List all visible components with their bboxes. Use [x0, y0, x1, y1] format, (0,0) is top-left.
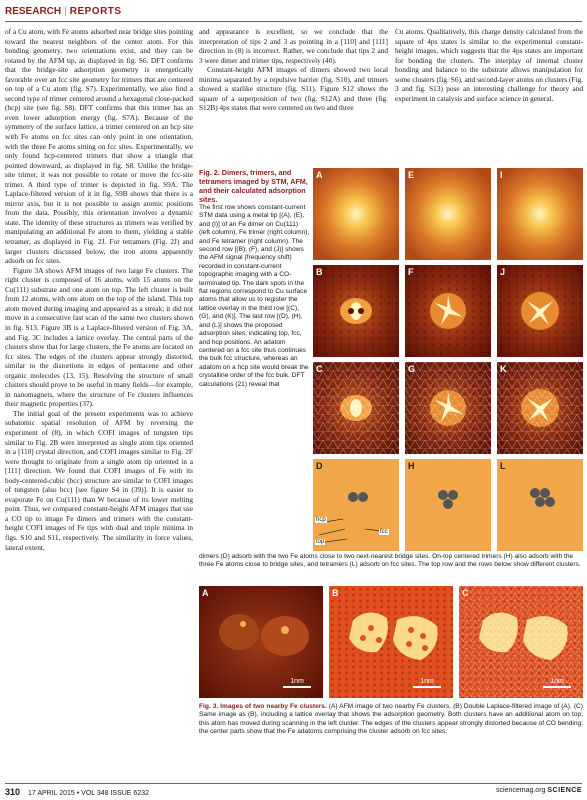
fig3-caption-title: Fig. 3. Images of two nearby Fe clusters. [199, 703, 327, 710]
fig3-panel-b [329, 586, 453, 698]
panel-label: B [316, 267, 323, 277]
scale-bar-label: 1nm [550, 678, 564, 685]
subsection-label: REPORTS [69, 6, 122, 17]
footer-right [496, 787, 582, 794]
paragraph: Cu atoms. Qualitatively, this charge density calculated from the square of 4ps states is similar to the experimental constant-height images, which suggests that the 4ps states are important for bonding the clusters. The interplay of internal cluster bonding and balance to the substrate allows manipulation for some clusters (fig. S6), and second-layer atoms on clusters (Fig. 3 and fig. S13) pose an interesting challenge for theory and experiment in catalysis and surface science in general. [395, 27, 583, 103]
fig2-caption-continued: dimers (D) adsorb with the two Fe atoms close to two next-nearest bridge sites. On-top centered trimers (H) also adsorb with the three Fe atoms close to bridge sites, and tetramers (L) adsorb on fcc sites. The top row and the rows below show different clusters. [199, 553, 581, 569]
page-number: 310 [5, 787, 21, 797]
scale-bar [283, 678, 311, 688]
site-url: sciencemag.org [496, 787, 546, 794]
panel-label: L [500, 461, 506, 471]
scale-bar [413, 678, 441, 688]
fig3-caption-body: (A) AFM image of two nearby Fe clusters. (B) Double Laplace-filtered image of (A). (C) Same image as (B), including a lattice overlay that shows the adsorption geometry. Both clusters have an additional atom on top; this atom has moved during scanning in the left cluster. The edges of the clusters appear strongly distorted because of CO bending; the center parts show that the Fe adatoms comprising the cluster adsorb on fcc sites. [199, 703, 583, 736]
header-divider: | [64, 6, 67, 17]
fig2-panel-g [405, 362, 491, 454]
figure-3 [199, 586, 583, 698]
panel-label: C [316, 364, 323, 374]
panel-label: J [500, 267, 506, 277]
scale-bar [543, 678, 571, 688]
fig2-panel-j [497, 265, 583, 357]
fig3-caption [199, 703, 583, 737]
panel-label: D [316, 461, 323, 471]
body-column-1 [5, 27, 193, 757]
panel-label: H [408, 461, 415, 471]
fig2-caption-body: The first row shows constant-current STM data using a metal tip [(A), (E), and (I)] of an Fe dimer on Cu(111) (left column), Fe trimer (right column), and Fe tetramer (right column). The second row [(B), (F), and (J)] shows the AFM signal (frequency shift) recorded in constant-current topographic imaging with a CO-terminated tip. The dark spots in the flat regions correspond to Cu surface atoms that allow us to register the lattice overlay in the third row [(C), (G), and (K)]. The last row [(D), (H), and (L)] shows the proposed adsorption sites, indicating top, fcc, and hcp positions. An adatom centered on a fcc site thus continues the bulk fcc structure, whereas an adatom on a hcp site would break the crystalline order of the fcc bulk. DFT calculations (21) reveal that [199, 204, 310, 388]
page-footer [5, 787, 582, 798]
panel-label: A [316, 170, 323, 180]
paragraph: and appearance is excellent, so we conclude that the interpretation of tips 2 and 3 as pointing in a [110] and [111] direction in (8) is incorrect. Rather, we conclude that tips 2 and 3 were dimer and trimer tips, respectively (40). [199, 27, 388, 65]
fig2-panel-b [313, 265, 399, 357]
fig2-panel-i [497, 168, 583, 260]
header-rule [5, 21, 582, 22]
paragraph: Figure 3A shows AFM images of two large Fe clusters. The right cluster is composed of 16 atoms, with 15 atoms on the Cu(111) substrate and one atom on top. The left cluster is built from 12 atoms, with one atom on the top of the island. This top atom moved during imaging and appeared as a streak; it did not move in a consecutive fast scan of the same two clusters shown in fig. S13. Figure 3B is a Laplace-filtered version of Fig. 3A, and Fig. 3C includes a lattice overlay. The central parts of the clusters show that for large clusters, the Fe atoms are located on fcc sites. The edges of the clusters appear strongly distorted, similar to the distortions in edges of pentacene and other organic molecules (13, 15). Resolving the structure of small clusters should prove to be useful in many fields—for example, in nanomagnets, where the structure of Fe clusters influences their magnetic properties (37). [5, 265, 193, 409]
fig2-panel-a [313, 168, 399, 260]
fig3-panel-c [459, 586, 583, 698]
body-column-2 [199, 27, 388, 165]
site-label-fcc: fcc [380, 529, 388, 535]
fig2-panel-h [405, 459, 491, 551]
panel-label: C [462, 588, 469, 598]
panel-label: F [408, 267, 414, 277]
section-label: RESEARCH [5, 6, 62, 17]
fig2-panel-k [497, 362, 583, 454]
fig2-panel-l [497, 459, 583, 551]
panel-label: I [500, 170, 503, 180]
panel-label: A [202, 588, 209, 598]
fig2-panel-c [313, 362, 399, 454]
paragraph: Constant-height AFM images of dimers showed two local minima separated by a repulsive barrier (fig. S10), and trimers showed a starlike structure (fig. S11). Figure S12 shows the square of a superposition of two (fig. S12A) and three (fig. S12B) 4ps states that were centered on two and three [199, 65, 388, 113]
fig2-panel-e [405, 168, 491, 260]
paragraph: of a Cu atom, with Fe atoms adsorbed near bridge sites pointing toward the nearest neighbors of the center atom. For this bonding geometry, two orientations exist, and they can be rotated by the AFM tip, as displayed in fig. S6. DFT confirms that the bridge-site adsorption geometry is energetically favorable over an fcc site geometry for trimers that are centered on top of a Cu atom (fig. S7). Experimentally, we also find a second type of trimer centered around a hexagonal close-packed (hcp) site (see fig. S8). DFT confirms that this trimer has an even lower adsorption energy (fig. S7A). Because of the symmetry of the surface lattice, a trimer centered on an hcp site with Fe atoms on fcc sites can only point in one orientation, with the three Fe atoms sitting on fcc sites. Experimentally, we only found hcp-centered trimers that show a triangle that pointed downward, as displayed in fig. S8. Unlike the bridge-site trimer, it was not possible to rotate or move the fcc-site trimer. A third type of trimer is depicted in fig. S9A. The Laplace-filtered version of it in fig. S9B shows that there is a mirror axis, but it is not possible to assign atomic positions from the data. Possibly, this orientation involves a dynamic state. The identity of these structures as trimers was verified by manipulating an additional Fe atom to them, yielding a stable tetramer, as displayed in Fig. 2J. For tetramers (Fig. 2J) and larger clusters discussed below, the iron atoms apparently adsorb on fcc sites. [5, 27, 193, 266]
fig3-panel-a [199, 586, 323, 698]
issue-info: 17 APRIL 2015 • VOL 348 ISSUE 6232 [27, 790, 149, 797]
fig2-caption [199, 168, 310, 553]
panel-label: E [408, 170, 415, 180]
site-label-top: top [316, 539, 325, 545]
fig2-caption-title: Fig. 2. Dimers, trimers, and tetramers imaged by STM, AFM, and their calculated adsorption sites. [199, 168, 308, 204]
journal-name: SCIENCE [547, 787, 582, 794]
paragraph: The initial goal of the present experiments was to achieve subatomic spatial resolution of AFM by reversing the experiment of (8), in which COFI images of tungsten tips similar to Fig. 2B were interpreted as single atom tips oriented in a [110] crystal direction, and COFI images similar to Fig. 2F were thought to originate from a single atom tip oriented in a [111] direction. We found that COFI images of Fe with its body-centered-cubic (bcc) structure are similar to COFI images of tungsten (also bcc) [see figure S4 in (39)]. It is easier to evaporate Fe on Cu(111) than W because of its lower melting point. Thus, we compared constant-height AFM images that use a CO tip to image Fe dimers and trimers with the constant-height COFI images of Fe tips with dual and triple minima in figs. S10 and S11, respectively. The similarity in force values, lateral extent, [5, 408, 193, 552]
figure-2 [313, 168, 583, 552]
body-column-3 [395, 27, 583, 165]
running-header [5, 6, 582, 20]
fig2-panel-f [405, 265, 491, 357]
panel-label: B [332, 588, 339, 598]
footer-rule [5, 783, 582, 784]
scale-bar-label: 1nm [420, 678, 434, 685]
panel-label: K [500, 364, 507, 374]
panel-label: G [408, 364, 416, 374]
scale-bar-label: 1nm [290, 678, 304, 685]
site-label-hcp: hcp [316, 517, 326, 523]
fig2-panel-d [313, 459, 399, 551]
